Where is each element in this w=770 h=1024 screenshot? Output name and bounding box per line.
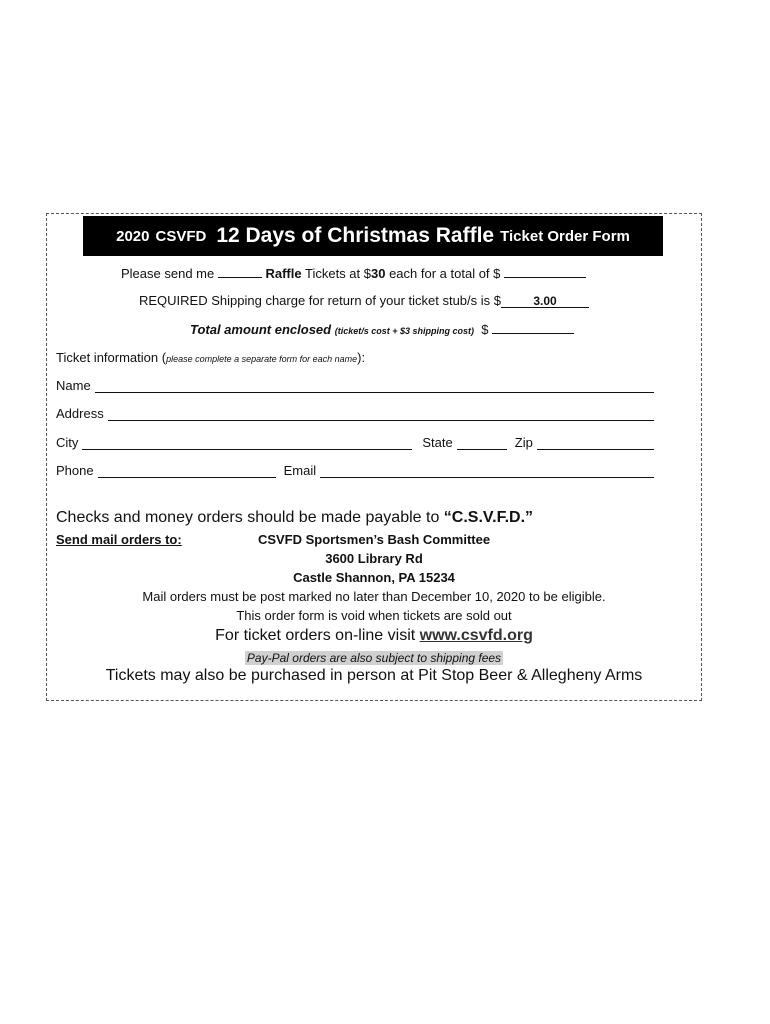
address-label: Address	[56, 406, 104, 421]
paypal-line	[47, 649, 701, 667]
title-sub: Ticket Order Form	[500, 227, 630, 245]
deadline-text: Mail orders must be post marked no later than December 10, 2020 to be eligible.	[142, 589, 606, 604]
total-amount-field[interactable]	[492, 321, 574, 334]
ticket-price: 30	[370, 266, 386, 281]
zip-label: Zip	[514, 435, 533, 450]
shipping-label: REQUIRED Shipping charge for return of your ticket stub/s is $	[139, 293, 501, 308]
ticket-info-heading	[56, 350, 365, 365]
name-field[interactable]	[95, 380, 654, 393]
ticket-info-close: ):	[357, 350, 366, 365]
online-line	[47, 627, 701, 645]
ticket-order-form	[46, 213, 702, 701]
order-quantity-line	[121, 265, 586, 281]
total-note: (ticket/s cost + $3 shipping cost)	[334, 326, 475, 336]
website-link[interactable]: www.csvfd.org	[419, 627, 533, 644]
email-field[interactable]	[320, 465, 654, 478]
form-title-bar	[83, 216, 663, 256]
ticket-quantity-field[interactable]	[218, 265, 262, 278]
void-text: This order form is void when tickets are sold out	[236, 608, 512, 623]
mail-address-2: 3600 Library Rd	[325, 551, 423, 566]
tickets-at-label: Tickets at $	[305, 266, 371, 281]
total-line	[190, 321, 574, 337]
title-main: 12 Days of Christmas Raffle	[216, 224, 495, 247]
title-org: CSVFD	[155, 227, 207, 245]
city-label: City	[56, 435, 79, 450]
address-field[interactable]	[108, 408, 654, 421]
state-field[interactable]	[457, 437, 507, 450]
online-text: For ticket orders on-line visit	[215, 627, 420, 644]
state-label: State	[422, 435, 453, 450]
phone-email-row	[56, 463, 654, 478]
mail-address-1: CSVFD Sportsmen’s Bash Committee	[257, 532, 491, 547]
phone-label: Phone	[56, 463, 94, 478]
payee-name: “C.S.V.F.D.”	[443, 509, 534, 526]
name-label: Name	[56, 378, 91, 393]
in-person-text: Tickets may also be purchased in person at Pit Stop Beer & Allegheny Arms	[105, 667, 643, 684]
city-row	[56, 435, 654, 450]
city-field[interactable]	[82, 437, 412, 450]
shipping-value: 3.00	[501, 295, 589, 308]
paypal-note: Pay-Pal orders are also subject to shipping fees	[246, 651, 502, 665]
phone-field[interactable]	[98, 465, 276, 478]
total-label: Total amount enclosed	[190, 322, 332, 337]
ticket-info-note: please complete a separate form for each name	[166, 354, 358, 364]
send-mail-label: Send mail orders to:	[56, 532, 182, 547]
zip-field[interactable]	[537, 437, 654, 450]
total-dollar: $	[481, 322, 489, 337]
address-row	[56, 406, 654, 421]
shipping-line	[139, 293, 589, 308]
payable-text: Checks and money orders should be made payable to	[56, 509, 444, 526]
ticket-total-field[interactable]	[504, 265, 586, 278]
title-year: 2020	[116, 227, 150, 245]
order-prefix: Please send me	[121, 266, 215, 281]
each-total-label: each for a total of $	[389, 266, 501, 281]
name-row	[56, 378, 654, 393]
ticket-info-label: Ticket information (	[56, 350, 167, 365]
raffle-label: Raffle	[265, 266, 302, 281]
email-label: Email	[283, 463, 317, 478]
payable-line	[56, 509, 533, 527]
mail-address-3: Castle Shannon, PA 15234	[293, 570, 455, 585]
